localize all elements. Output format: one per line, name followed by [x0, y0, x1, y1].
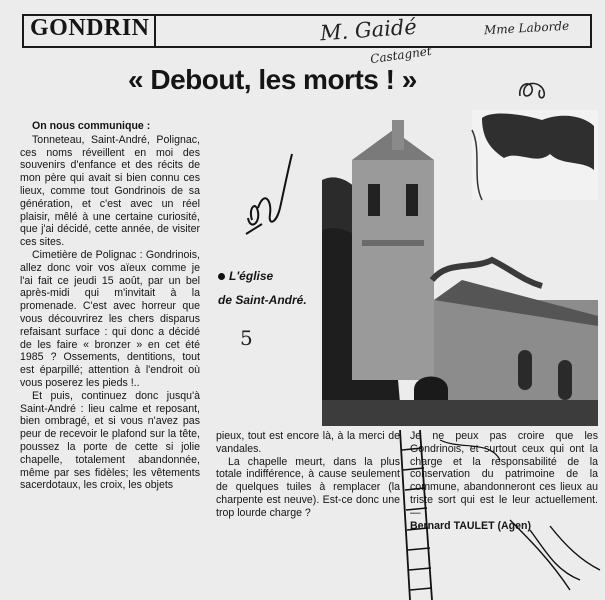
paragraph: La chapelle meurt, dans la plus totale indifférence, à cause seulement de quelques tuiles à remplacer (la charpente est neuve). Est-ce donc une trop lourde charge ? — [216, 455, 400, 519]
paragraph: Je ne peux pas croire que les Gondrinois, et surtout ceux qui ont la charge et la responsabilité de la conservation du patrimoine de la commune, abandonneront ces lieux au triste sort qui est le leur actuellement. — — [410, 430, 598, 519]
article-column-1 — [20, 120, 200, 492]
paragraph: pieux, tout est encore là, à la merci de vandales. — [216, 430, 400, 455]
pen-scribble-margin — [238, 150, 298, 250]
header-divider — [154, 14, 156, 48]
paragraph: Tonneteau, Saint-André, Polignac, ces noms réveillent en moi des souvenirs d'enfance et des récits de mon père qui avait si bien connu ces lieux, comme tout Gondrinois de sa génération, et c'est avec un réel plaisir, mêlé à une certaine curiosité, que j'ai décidé, cette année, de visiter ces sites. — [20, 133, 200, 249]
paragraph: Cimetière de Polignac : Gondrinois, allez donc voir vos aïeux comme je l'ai fait ce jeudi 15 août, par un bel après-midi qui m'invitait à la promenade. C'est avec horreur que vous découvrirez les chers disparus refaisant surface : qui donc a décidé de les faire « bronzer » en cet été 1985 ? Ossements, dentitions, tout est éparpillé; attention à l'endroit où vous poserez les pieds !.. — [20, 248, 200, 389]
pen-scribble-title — [514, 74, 554, 104]
handwritten-corner-note: Mme Laborde — [483, 18, 570, 38]
kicker: On nous communique : — [32, 120, 151, 132]
section-label: GONDRIN — [30, 15, 150, 41]
author-signature: Bernard TAULET (Agen) — [410, 519, 532, 532]
handwritten-above-title: Castagnet — [369, 43, 433, 67]
headline: « Debout, les morts ! » — [128, 64, 417, 95]
photo-caption — [218, 264, 318, 312]
paragraph: Et puis, continuez donc jusqu'à Saint-André : lieu calme et reposant, bien ombragé, et si vous n'avez pas peur de recevoir le plafond sur la tête, poussez la porte de cette si jolie chapelle, totalement abandonnée, même par ses fidèles; les vêtements sacerdotaux, les croix, les objets — [20, 389, 200, 492]
caption-bullet — [218, 273, 225, 280]
margin-number: 5 — [240, 326, 253, 350]
church-illustration — [322, 110, 598, 426]
church-photo — [322, 110, 598, 426]
handwritten-name: M. Gaidé — [319, 14, 418, 46]
article-column-2 — [216, 430, 400, 520]
caption-line-2: de Saint-André. — [218, 293, 307, 307]
caption-line-1: L'église — [229, 269, 274, 283]
pen-scribble-ladder — [380, 430, 605, 600]
